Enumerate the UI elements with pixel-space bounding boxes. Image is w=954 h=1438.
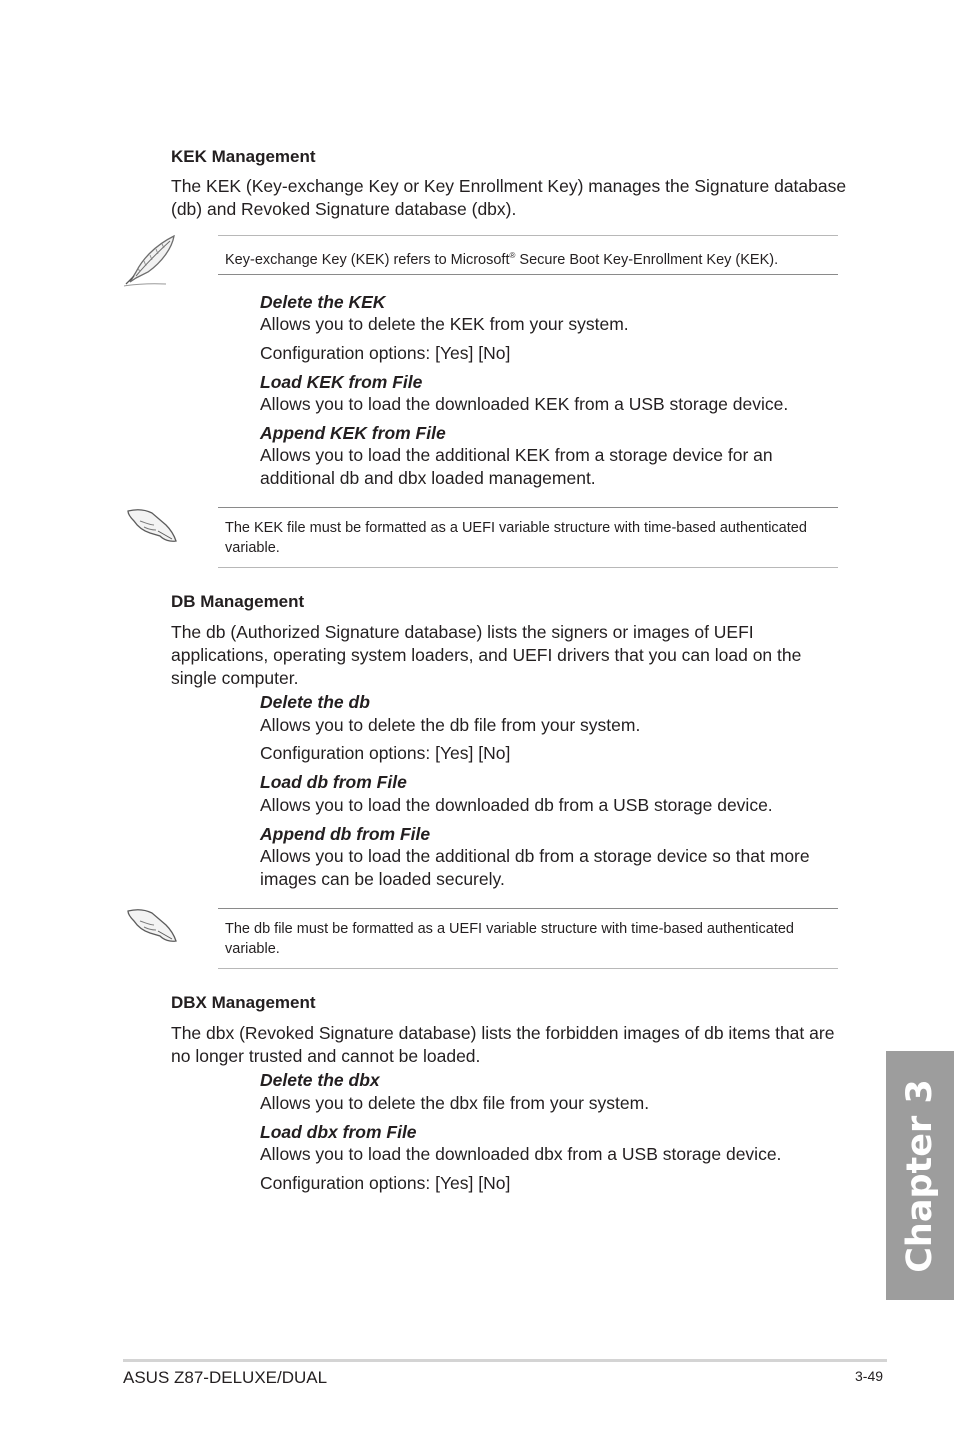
load-dbx-title: Load dbx from File: [260, 1122, 417, 1142]
load-db-title: Load db from File: [260, 772, 407, 792]
db-warning-line-1: The db file must be formatted as a UEFI variable structure with time-based authenticated: [225, 921, 794, 937]
kek-note: [225, 246, 778, 270]
delete-kek-title: Delete the KEK: [260, 292, 386, 312]
append-db-desc-line-1: Allows you to load the additional db from a storage device so that more: [260, 846, 810, 866]
delete-db-config: Configuration options: [Yes] [No]: [260, 743, 511, 763]
pointing-hand-icon: [126, 503, 178, 545]
kek-note-text: Key-exchange Key (KEK) refers to Microsoft: [225, 251, 510, 268]
db-intro-line-1: The db (Authorized Signature database) lists the signers or images of UEFI: [171, 622, 754, 642]
delete-kek-desc: Allows you to delete the KEK from your system.: [260, 314, 629, 334]
warning-bottom-rule: [218, 567, 838, 568]
db-heading: DB Management: [171, 592, 305, 611]
db-warning: [225, 919, 837, 959]
db-intro: [171, 621, 851, 690]
footer-page-number: 3-49: [855, 1368, 884, 1384]
load-kek-title: Load KEK from File: [260, 372, 423, 392]
db-warning-line-2: variable.: [225, 941, 280, 957]
note-top-rule: [218, 235, 838, 236]
kek-intro-line-1: The KEK (Key-exchange Key or Key Enrollment Key) manages the Signature database: [171, 176, 847, 196]
delete-db-title: Delete the db: [260, 692, 370, 712]
footer-rule: [123, 1359, 887, 1362]
kek-warning-line-1: The KEK file must be formatted as a UEFI variable structure with time-based authenticated: [225, 520, 807, 536]
append-db-desc-line-2: images can be loaded securely.: [260, 869, 505, 889]
warning-bottom-rule: [218, 968, 838, 969]
load-dbx-desc: Allows you to load the downloaded dbx from a USB storage device.: [260, 1144, 782, 1164]
load-dbx-config: Configuration options: [Yes] [No]: [260, 1173, 511, 1193]
append-db-desc: [260, 845, 810, 891]
delete-dbx-desc: Allows you to delete the dbx file from your system.: [260, 1093, 650, 1113]
pointing-hand-icon: [126, 903, 178, 945]
kek-intro-line-2: (db) and Revoked Signature database (dbx).: [171, 199, 517, 219]
db-intro-line-3: single computer.: [171, 668, 299, 688]
kek-intro: [171, 175, 851, 221]
kek-heading: KEK Management: [171, 147, 316, 166]
append-kek-desc-line-1: Allows you to load the additional KEK from a storage device for an: [260, 445, 773, 465]
append-kek-desc-line-2: additional db and dbx loaded management.: [260, 468, 596, 488]
append-db-title: Append db from File: [260, 824, 431, 844]
chapter-tab: [886, 1051, 954, 1300]
db-intro-line-2: applications, operating system loaders, and UEFI drivers that you can load on the: [171, 645, 802, 665]
kek-warning-line-2: variable.: [225, 540, 280, 556]
footer-product: ASUS Z87-DELUXE/DUAL: [123, 1368, 328, 1387]
warning-top-rule: [218, 507, 838, 508]
kek-note-text-end: Secure Boot Key-Enrollment Key (KEK).: [515, 251, 779, 268]
delete-db-desc: Allows you to delete the db file from your system.: [260, 715, 641, 735]
dbx-intro-line-2: no longer trusted and cannot be loaded.: [171, 1046, 481, 1066]
registered-mark: ®: [509, 251, 516, 260]
chapter-tab-label: Chapter 3: [900, 1078, 940, 1273]
dbx-intro-line-1: The dbx (Revoked Signature database) lists the forbidden images of db items that are: [171, 1023, 835, 1043]
kek-warning: [225, 518, 837, 558]
dbx-heading: DBX Management: [171, 993, 316, 1012]
warning-top-rule: [218, 908, 838, 909]
delete-dbx-title: Delete the dbx: [260, 1070, 380, 1090]
append-kek-title: Append KEK from File: [260, 423, 446, 443]
append-kek-desc: [260, 444, 773, 490]
note-pen-icon: [122, 232, 182, 288]
load-kek-desc: Allows you to load the downloaded KEK from a USB storage device.: [260, 394, 789, 414]
delete-kek-config: Configuration options: [Yes] [No]: [260, 343, 511, 363]
load-db-desc: Allows you to load the downloaded db from a USB storage device.: [260, 795, 773, 815]
note-bottom-rule: [218, 274, 838, 275]
dbx-intro: [171, 1022, 851, 1068]
